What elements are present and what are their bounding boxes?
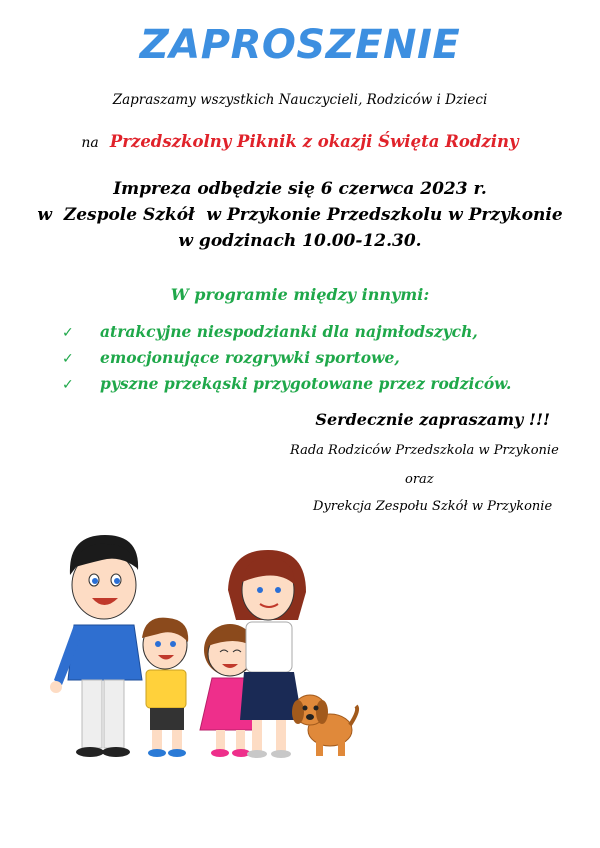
check-icon: ✓	[62, 351, 74, 367]
list-item-text: pyszne przekąski przygotowane przez rodziców.	[100, 374, 512, 393]
event-name: Przedszkolny Piknik z okazji Święta Rodziny	[109, 132, 519, 151]
list-item	[62, 319, 511, 345]
program-heading: W programie między innymi:	[170, 285, 430, 304]
father-figure	[50, 535, 142, 757]
event-date: Impreza odbędzie się 6 czerwca 2023 r.	[113, 179, 487, 199]
check-icon: ✓	[62, 325, 74, 341]
occasion-prefix: na	[81, 135, 99, 151]
page-title: ZAPROSZENIE	[139, 22, 461, 68]
program-list	[62, 319, 511, 397]
dog-figure	[292, 695, 357, 756]
son-figure	[142, 618, 188, 757]
intro-text: Zapraszamy wszystkich Nauczycieli, Rodziców i Dzieci	[112, 92, 488, 108]
event-details	[0, 176, 600, 254]
signature-school-management: Dyrekcja Zespołu Szkół w Przykonie	[313, 499, 553, 514]
closing-text: Serdecznie zapraszamy !!!	[315, 410, 550, 429]
list-item-text: atrakcyjne niespodzianki dla najmłodszych,	[100, 322, 478, 341]
list-item	[62, 345, 511, 371]
check-icon: ✓	[62, 377, 74, 393]
list-item	[62, 371, 511, 397]
event-location: w Zespole Szkół w Przykonie Przedszkolu w Przykonie	[37, 205, 563, 225]
signature-conjunction: oraz	[405, 472, 434, 487]
list-item-text: emocjonujące rozgrywki sportowe,	[100, 348, 400, 367]
family-illustration	[40, 530, 360, 770]
occasion-line	[0, 132, 600, 151]
signature-parents-council: Rada Rodziców Przedszkola w Przykonie	[290, 443, 559, 458]
event-hours: w godzinach 10.00-12.30.	[178, 231, 422, 251]
